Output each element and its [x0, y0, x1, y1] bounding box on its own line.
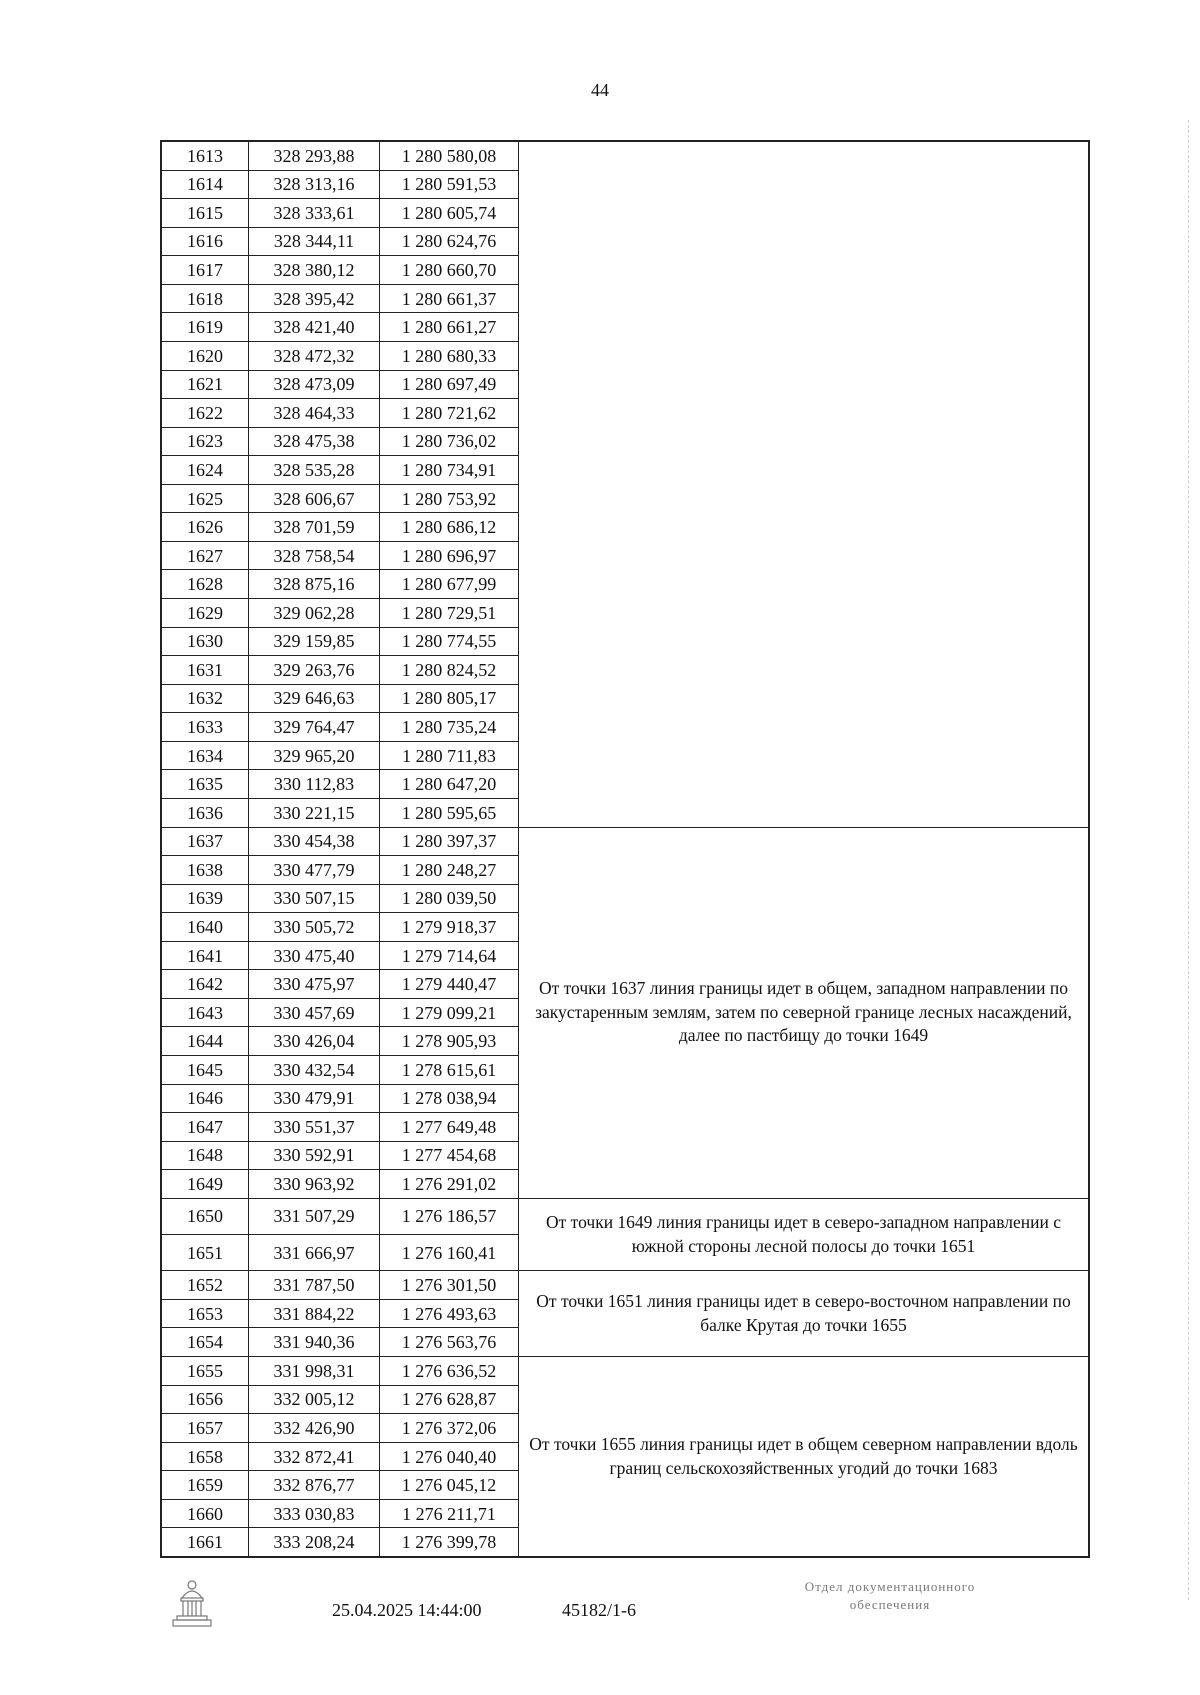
table-row: [162, 1198, 1089, 1234]
y-coordinate-cell: 1 280 661,37: [380, 284, 519, 313]
y-coordinate-cell: 1 279 440,47: [380, 970, 519, 999]
point-number-cell: 1648: [162, 1141, 249, 1170]
x-coordinate-cell: 330 432,54: [249, 1056, 380, 1085]
x-coordinate-cell: 330 507,15: [249, 884, 380, 913]
y-coordinate-cell: 1 279 714,64: [380, 941, 519, 970]
y-coordinate-cell: 1 280 711,83: [380, 741, 519, 770]
y-coordinate-cell: 1 278 615,61: [380, 1056, 519, 1085]
point-number-cell: 1637: [162, 827, 249, 856]
point-number-cell: 1635: [162, 770, 249, 799]
x-coordinate-cell: 328 293,88: [249, 142, 380, 171]
y-coordinate-cell: 1 276 040,40: [380, 1442, 519, 1471]
x-coordinate-cell: 328 395,42: [249, 284, 380, 313]
point-number-cell: 1641: [162, 941, 249, 970]
point-number-cell: 1651: [162, 1235, 249, 1271]
x-coordinate-cell: 328 472,32: [249, 341, 380, 370]
y-coordinate-cell: 1 280 696,97: [380, 541, 519, 570]
x-coordinate-cell: 330 112,83: [249, 770, 380, 799]
table-row: [162, 827, 1089, 856]
y-coordinate-cell: 1 278 905,93: [380, 1027, 519, 1056]
footer-document-number: 45182/1-6: [562, 1600, 636, 1620]
x-coordinate-cell: 330 479,91: [249, 1084, 380, 1113]
point-number-cell: 1646: [162, 1084, 249, 1113]
x-coordinate-cell: 331 998,31: [249, 1357, 380, 1386]
x-coordinate-cell: 328 421,40: [249, 313, 380, 342]
page-number: 44: [591, 80, 609, 100]
y-coordinate-cell: 1 279 099,21: [380, 998, 519, 1027]
x-coordinate-cell: 330 475,40: [249, 941, 380, 970]
point-number-cell: 1627: [162, 541, 249, 570]
point-number-cell: 1660: [162, 1499, 249, 1528]
y-coordinate-cell: 1 276 301,50: [380, 1271, 519, 1300]
point-number-cell: 1645: [162, 1056, 249, 1085]
y-coordinate-cell: 1 280 660,70: [380, 256, 519, 285]
point-number-cell: 1650: [162, 1198, 249, 1234]
y-coordinate-cell: 1 280 595,65: [380, 798, 519, 827]
y-coordinate-cell: 1 280 647,20: [380, 770, 519, 799]
point-number-cell: 1643: [162, 998, 249, 1027]
point-number-cell: 1634: [162, 741, 249, 770]
table-row: [162, 1271, 1089, 1300]
y-coordinate-cell: 1 280 774,55: [380, 627, 519, 656]
y-coordinate-cell: 1 280 697,49: [380, 370, 519, 399]
y-coordinate-cell: 1 280 624,76: [380, 227, 519, 256]
point-number-cell: 1638: [162, 856, 249, 885]
y-coordinate-cell: 1 276 563,76: [380, 1328, 519, 1357]
y-coordinate-cell: 1 279 918,37: [380, 913, 519, 942]
y-coordinate-cell: 1 280 721,62: [380, 399, 519, 428]
table-row: [162, 142, 1089, 171]
y-coordinate-cell: 1 276 493,63: [380, 1299, 519, 1328]
boundary-description-cell: От точки 1637 линия границы идет в общем, западном направлении по закустаренным землям, затем по северной границе лесных насаждений, далее по пастбищу до точки 1649: [519, 827, 1089, 1198]
x-coordinate-cell: 329 965,20: [249, 741, 380, 770]
y-coordinate-cell: 1 277 649,48: [380, 1113, 519, 1142]
point-number-cell: 1626: [162, 513, 249, 542]
x-coordinate-cell: 333 208,24: [249, 1528, 380, 1557]
x-coordinate-cell: 329 263,76: [249, 656, 380, 685]
boundary-description-cell: [519, 142, 1089, 828]
x-coordinate-cell: 328 473,09: [249, 370, 380, 399]
x-coordinate-cell: 331 884,22: [249, 1299, 380, 1328]
point-number-cell: 1636: [162, 798, 249, 827]
y-coordinate-cell: 1 280 591,53: [380, 170, 519, 199]
boundary-description-cell: От точки 1649 линия границы идет в северо-западном направлении с южной стороны лесной полосы до точки 1651: [519, 1198, 1089, 1271]
y-coordinate-cell: 1 276 160,41: [380, 1235, 519, 1271]
x-coordinate-cell: 332 005,12: [249, 1385, 380, 1414]
point-number-cell: 1649: [162, 1170, 249, 1199]
point-number-cell: 1659: [162, 1471, 249, 1500]
point-number-cell: 1657: [162, 1414, 249, 1443]
point-number-cell: 1653: [162, 1299, 249, 1328]
point-number-cell: 1658: [162, 1442, 249, 1471]
point-number-cell: 1629: [162, 599, 249, 628]
table-row: [162, 1357, 1089, 1386]
x-coordinate-cell: 332 872,41: [249, 1442, 380, 1471]
point-number-cell: 1652: [162, 1271, 249, 1300]
y-coordinate-cell: 1 280 824,52: [380, 656, 519, 685]
x-coordinate-cell: 330 477,79: [249, 856, 380, 885]
y-coordinate-cell: 1 276 628,87: [380, 1385, 519, 1414]
x-coordinate-cell: 330 551,37: [249, 1113, 380, 1142]
x-coordinate-cell: 331 940,36: [249, 1328, 380, 1357]
y-coordinate-cell: 1 280 677,99: [380, 570, 519, 599]
point-number-cell: 1654: [162, 1328, 249, 1357]
point-number-cell: 1656: [162, 1385, 249, 1414]
y-coordinate-cell: 1 280 248,27: [380, 856, 519, 885]
y-coordinate-cell: 1 276 399,78: [380, 1528, 519, 1557]
point-number-cell: 1624: [162, 456, 249, 485]
y-coordinate-cell: 1 280 734,91: [380, 456, 519, 485]
point-number-cell: 1630: [162, 627, 249, 656]
y-coordinate-cell: 1 280 753,92: [380, 484, 519, 513]
point-number-cell: 1616: [162, 227, 249, 256]
x-coordinate-cell: 328 380,12: [249, 256, 380, 285]
x-coordinate-cell: 331 787,50: [249, 1271, 380, 1300]
x-coordinate-cell: 329 062,28: [249, 599, 380, 628]
x-coordinate-cell: 331 507,29: [249, 1198, 380, 1234]
point-number-cell: 1661: [162, 1528, 249, 1557]
y-coordinate-cell: 1 280 039,50: [380, 884, 519, 913]
x-coordinate-cell: 328 344,11: [249, 227, 380, 256]
point-number-cell: 1623: [162, 427, 249, 456]
y-coordinate-cell: 1 276 636,52: [380, 1357, 519, 1386]
x-coordinate-cell: 328 313,16: [249, 170, 380, 199]
y-coordinate-cell: 1 280 680,33: [380, 341, 519, 370]
scan-edge-line: [1188, 120, 1190, 1600]
y-coordinate-cell: 1 280 735,24: [380, 713, 519, 742]
x-coordinate-cell: 330 457,69: [249, 998, 380, 1027]
point-number-cell: 1631: [162, 656, 249, 685]
x-coordinate-cell: 332 426,90: [249, 1414, 380, 1443]
y-coordinate-cell: 1 280 805,17: [380, 684, 519, 713]
x-coordinate-cell: 330 963,92: [249, 1170, 380, 1199]
point-number-cell: 1620: [162, 341, 249, 370]
x-coordinate-cell: 330 426,04: [249, 1027, 380, 1056]
y-coordinate-cell: 1 276 186,57: [380, 1198, 519, 1234]
point-number-cell: 1621: [162, 370, 249, 399]
point-number-cell: 1640: [162, 913, 249, 942]
footer-date: 25.04.2025 14:44:00: [332, 1600, 482, 1620]
x-coordinate-cell: 328 701,59: [249, 513, 380, 542]
x-coordinate-cell: 329 764,47: [249, 713, 380, 742]
y-coordinate-cell: 1 277 454,68: [380, 1141, 519, 1170]
boundary-description-cell: От точки 1655 линия границы идет в общем северном направлении вдоль границ сельскохозяйственных угодий до точки 1683: [519, 1357, 1089, 1557]
x-coordinate-cell: 328 464,33: [249, 399, 380, 428]
stamp-line-2: обеспечения: [849, 1597, 931, 1613]
y-coordinate-cell: 1 278 038,94: [380, 1084, 519, 1113]
point-number-cell: 1622: [162, 399, 249, 428]
point-number-cell: 1647: [162, 1113, 249, 1142]
y-coordinate-cell: 1 280 661,27: [380, 313, 519, 342]
boundary-description-cell: От точки 1651 линия границы идет в северо-восточном направлении по балке Крутая до точки 1655: [519, 1271, 1089, 1357]
point-number-cell: 1655: [162, 1357, 249, 1386]
x-coordinate-cell: 328 758,54: [249, 541, 380, 570]
x-coordinate-cell: 330 475,97: [249, 970, 380, 999]
y-coordinate-cell: 1 276 211,71: [380, 1499, 519, 1528]
point-number-cell: 1632: [162, 684, 249, 713]
x-coordinate-cell: 332 876,77: [249, 1471, 380, 1500]
x-coordinate-cell: 328 606,67: [249, 484, 380, 513]
x-coordinate-cell: 328 875,16: [249, 570, 380, 599]
x-coordinate-cell: 328 535,28: [249, 456, 380, 485]
x-coordinate-cell: 329 646,63: [249, 684, 380, 713]
y-coordinate-cell: 1 276 291,02: [380, 1170, 519, 1199]
point-number-cell: 1639: [162, 884, 249, 913]
building-seal-icon: [168, 1578, 216, 1630]
x-coordinate-cell: 331 666,97: [249, 1235, 380, 1271]
x-coordinate-cell: 330 221,15: [249, 798, 380, 827]
stamp-line-1: Отдел документационного: [804, 1579, 976, 1594]
y-coordinate-cell: 1 280 397,37: [380, 827, 519, 856]
x-coordinate-cell: 330 454,38: [249, 827, 380, 856]
y-coordinate-cell: 1 276 045,12: [380, 1471, 519, 1500]
y-coordinate-cell: 1 280 580,08: [380, 142, 519, 171]
y-coordinate-cell: 1 280 686,12: [380, 513, 519, 542]
y-coordinate-cell: 1 276 372,06: [380, 1414, 519, 1443]
coordinates-table-body: [162, 142, 1089, 1557]
y-coordinate-cell: 1 280 736,02: [380, 427, 519, 456]
point-number-cell: 1615: [162, 199, 249, 228]
point-number-cell: 1644: [162, 1027, 249, 1056]
coordinates-table-frame: [160, 140, 1090, 1558]
x-coordinate-cell: 329 159,85: [249, 627, 380, 656]
point-number-cell: 1618: [162, 284, 249, 313]
point-number-cell: 1614: [162, 170, 249, 199]
point-number-cell: 1613: [162, 142, 249, 171]
department-stamp: [740, 1578, 1040, 1614]
y-coordinate-cell: 1 280 605,74: [380, 199, 519, 228]
point-number-cell: 1619: [162, 313, 249, 342]
y-coordinate-cell: 1 280 729,51: [380, 599, 519, 628]
x-coordinate-cell: 328 475,38: [249, 427, 380, 456]
point-number-cell: 1625: [162, 484, 249, 513]
x-coordinate-cell: 333 030,83: [249, 1499, 380, 1528]
point-number-cell: 1642: [162, 970, 249, 999]
point-number-cell: 1617: [162, 256, 249, 285]
x-coordinate-cell: 328 333,61: [249, 199, 380, 228]
x-coordinate-cell: 330 505,72: [249, 913, 380, 942]
x-coordinate-cell: 330 592,91: [249, 1141, 380, 1170]
coordinates-table: [161, 141, 1089, 1557]
point-number-cell: 1628: [162, 570, 249, 599]
point-number-cell: 1633: [162, 713, 249, 742]
